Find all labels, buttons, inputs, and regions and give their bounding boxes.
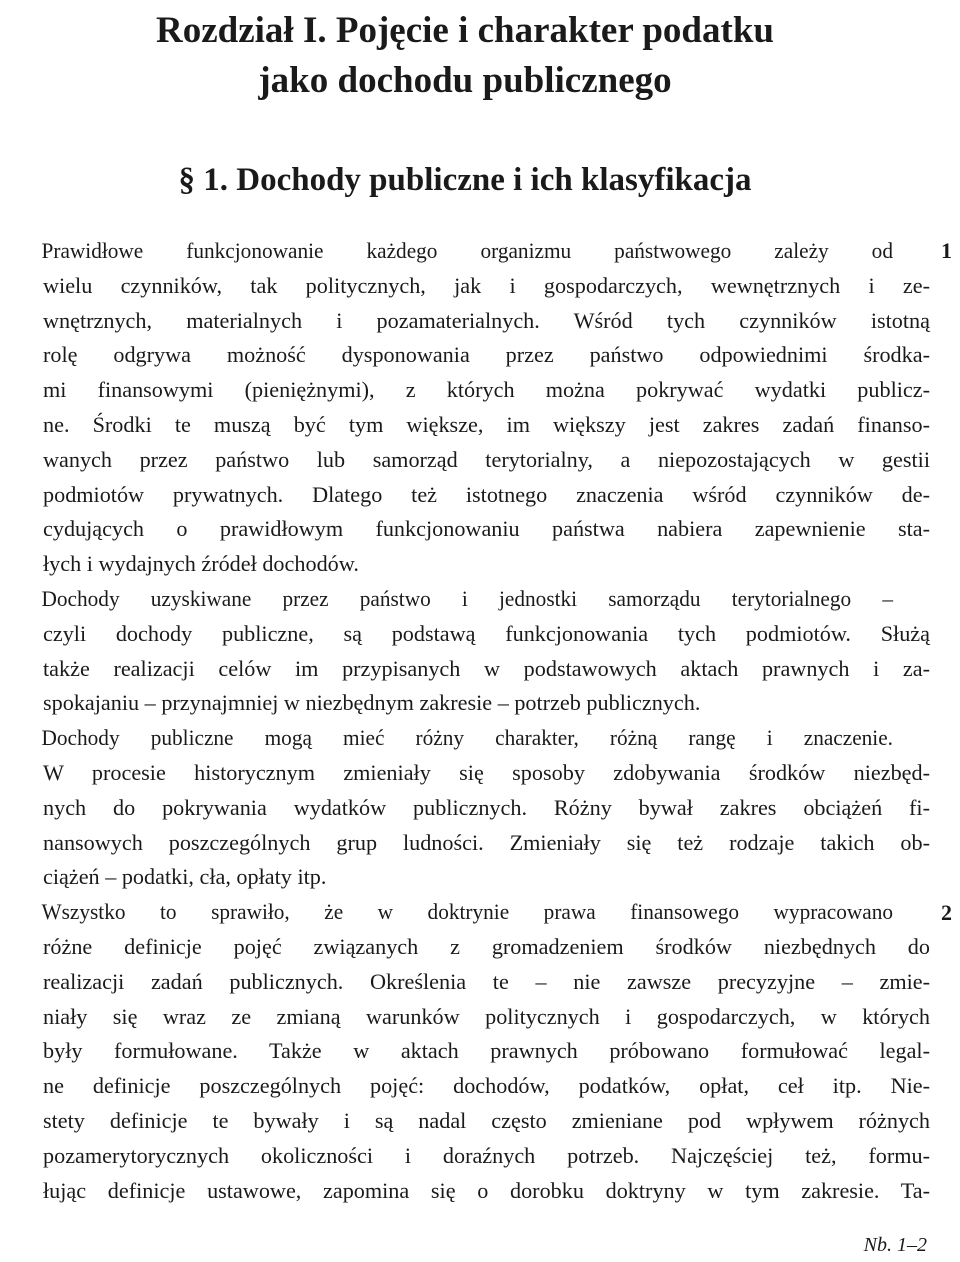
text-line: czyli dochody publiczne, są podstawą funkcjonowania tych podmiotów. Służą	[43, 620, 930, 646]
chapter-title	[0, 6, 930, 106]
margin-number: 2	[941, 900, 952, 925]
text-line: także realizacji celów im przypisanych w podstawowych aktach prawnych i za-	[43, 655, 930, 681]
body-text	[6, 234, 930, 1208]
text-line: niały się wraz ze zmianą warunków politycznych i gospodarczych, w których	[43, 1003, 930, 1029]
text-line: spokajaniu – przynajmniej w niezbędnym zakresie – potrzeb publicznych.	[43, 690, 701, 716]
text-line: rolę odgrywa możność dysponowania przez państwo odpowiednimi środka-	[43, 342, 930, 368]
margin-number: 1	[941, 238, 952, 263]
text-line: cydujących o prawidłowym funkcjonowaniu państwa nabiera zapewnienie sta-	[43, 516, 930, 542]
text-line: ne. Środki te muszą być tym większe, im większy jest zakres zadań finanso-	[43, 411, 930, 437]
paragraph	[6, 234, 930, 582]
text-line: Wszystko to sprawiło, że w doktrynie prawa finansowego wypracowano	[41, 899, 894, 925]
paragraph	[6, 721, 930, 895]
text-line: Dochody publiczne mogą mieć różny charakter, różną rangę i znaczenie.	[41, 725, 894, 751]
section-title: § 1. Dochody publiczne i ich klasyfikacja	[178, 162, 752, 198]
text-line: różne definicje pojęć związanych z gromadzeniem środków niezbędnych do	[43, 933, 930, 959]
text-line: Dochody uzyskiwane przez państwo i jednostki samorządu terytorialnego –	[41, 585, 894, 611]
chapter-title-line-1: Rozdział I. Pojęcie i charakter podatku	[156, 10, 774, 51]
text-line: ciążeń – podatki, cła, opłaty itp.	[43, 864, 327, 890]
text-line: wnętrznych, materialnych i pozamaterialnych. Wśród tych czynników istotną	[43, 307, 930, 333]
text-line: wanych przez państwo lub samorząd terytorialny, a niepozostających w gestii	[43, 446, 930, 472]
text-line: ne definicje poszczególnych pojęć: dochodów, podatków, opłat, ceł itp. Nie-	[43, 1073, 930, 1099]
text-line: pozamerytorycznych okoliczności i doraźnych potrzeb. Najczęściej też, formu-	[43, 1142, 930, 1168]
text-line: realizacji zadań publicznych. Określenia te – nie zawsze precyzyjne – zmie-	[43, 968, 930, 994]
text-line: mi finansowymi (pieniężnymi), z których można pokrywać wydatki publicz-	[43, 377, 930, 403]
text-line: łych i wydajnych źródeł dochodów.	[43, 551, 359, 577]
text-line: nych do pokrywania wydatków publicznych. Różny bywał zakres obciążeń fi-	[43, 794, 930, 820]
paragraph	[6, 582, 930, 721]
chapter-title-line-2: jako dochodu publicznego	[258, 60, 672, 101]
text-line: nansowych poszczególnych grup ludności. Zmieniały się też rodzaje takich ob-	[43, 829, 930, 855]
paragraph	[6, 895, 930, 1208]
text-line: stety definicje te bywały i są nadal często zmieniane pod wpływem różnych	[43, 1107, 930, 1133]
text-line: podmiotów prywatnych. Dlatego też istotnego znaczenia wśród czynników de-	[43, 481, 930, 507]
text-line: łując definicje ustawowe, zapomina się o dorobku doktryny w tym zakresie. Ta-	[43, 1177, 930, 1203]
text-line: Prawidłowe funkcjonowanie każdego organizmu państwowego zależy od	[41, 238, 894, 263]
text-line: były formułowane. Także w aktach prawnych próbowano formułować legal-	[43, 1038, 930, 1064]
page-folio: Nb. 1–2	[863, 1234, 927, 1256]
text-line: wielu czynników, tak politycznych, jak i gospodarczych, wewnętrznych i ze-	[43, 272, 930, 298]
text-line: W procesie historycznym zmieniały się sposoby zdobywania środków niezbęd-	[43, 759, 930, 785]
